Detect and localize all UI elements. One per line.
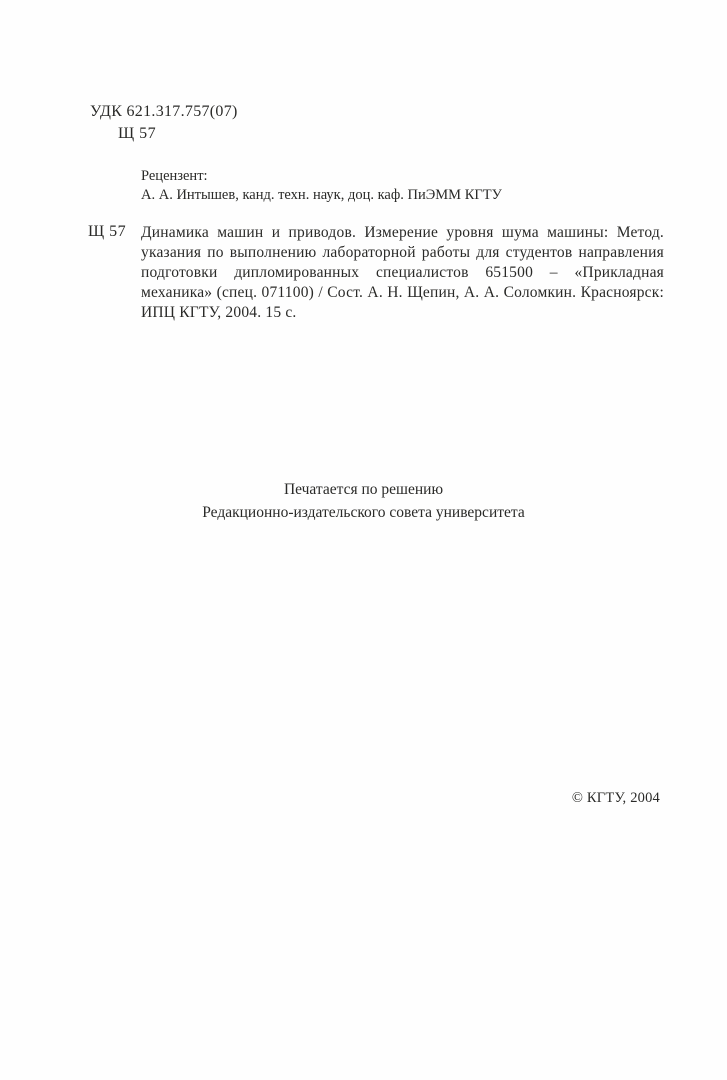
- entry-annotation-text: Динамика машин и приводов. Измерение уровня шума машины: Метод. указания по выполнению лабораторной работы для студентов направления подготовки дипломированных специалистов 651500 – «Прикладная механика» (спец. 071100) / Сост. А. Н. Щепин, А. А. Соломкин. Красноярск: ИПЦ КГТУ, 2004. 15 с.: [141, 224, 664, 321]
- print-resolution-note: [0, 478, 727, 524]
- reviewer-name: А. А. Интышев, канд. техн. наук, доц. каф. ПиЭММ КГТУ: [141, 187, 502, 203]
- library-classmark: Щ 57: [118, 125, 157, 142]
- copyright-notice: © КГТУ, 2004: [571, 790, 660, 806]
- entry-classmark: Щ 57: [88, 223, 127, 240]
- reviewer-label: Рецензент:: [141, 168, 208, 184]
- reviewer-block: [141, 167, 502, 205]
- print-note-line2: Редакционно-издательского совета университета: [202, 504, 525, 521]
- bibliographic-entry: [88, 223, 664, 323]
- print-note-line1: Печатается по решению: [283, 481, 444, 498]
- udk-code: УДК 621.317.757(07): [90, 103, 238, 120]
